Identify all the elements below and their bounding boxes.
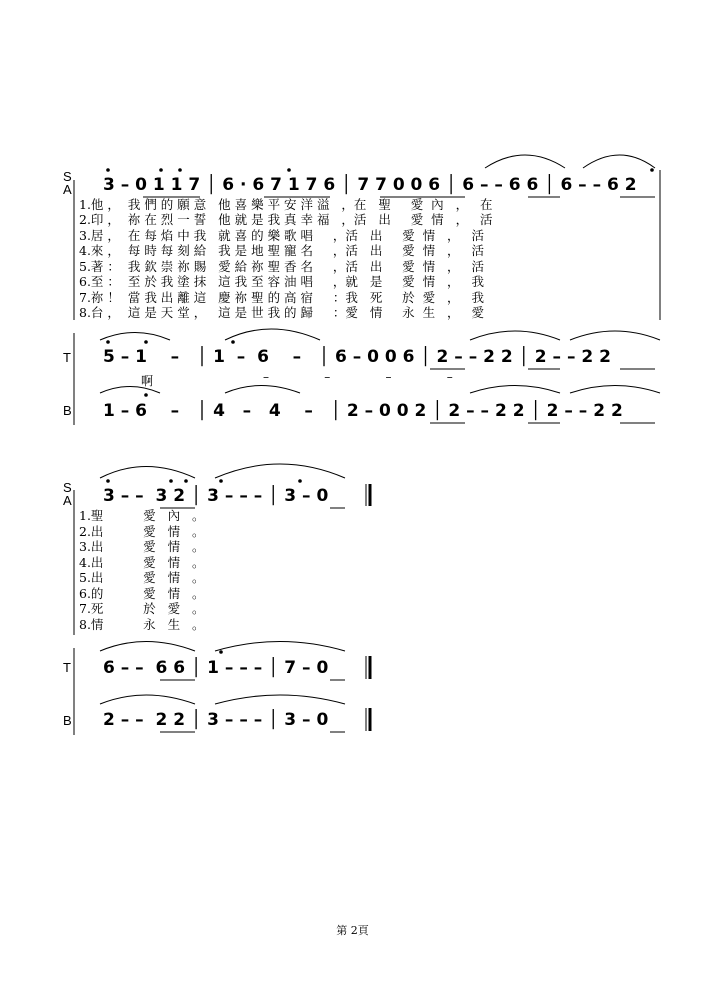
slur — [225, 386, 300, 394]
verse-line: 3.居 ， 在 每 焰 中 我 就 喜 的 樂 歌 唱 ，活 出 愛 情 ， 活 — [79, 228, 484, 243]
verse-line: 2.出 愛 情 。 — [79, 524, 205, 539]
slur — [225, 329, 320, 340]
part-label-b: B — [63, 403, 72, 418]
octave-dot — [169, 479, 173, 483]
verse-line: 6.的 愛 情 。 — [79, 586, 205, 601]
verse-line: 5.著 ： 我 欽 崇 祢 賜 愛 給 祢 聖 香 名 ，活 出 愛 情 ， 活 — [79, 259, 484, 274]
part-label-b: B — [63, 713, 72, 728]
verse-line: 2.印 ， 祢 在 烈 一 誓 他 就 是 我 真 幸 福 ，活 出 愛 情 ， 活 — [79, 212, 493, 227]
sa-notes-line-1: 3 – 0 1 1 7 │ 6 · 6 7 1 7 6 │ 7 7 0 0 6 │ 6 – – 6 6 │ 6 – – 6 2 — [103, 175, 637, 195]
part-label-t: T — [63, 350, 71, 365]
tenor-notes-line-1: 5 – 1 – │ 1 – 6 – │ 6 – 0 0 6 │ 2 – – 2 2 │ 2 – – 2 2 — [103, 347, 611, 367]
verse-line: 5.出 愛 情 。 — [79, 570, 205, 585]
octave-dot — [298, 479, 302, 483]
octave-dot — [106, 340, 110, 344]
verse-line: 1.他 ， 我 們 的 願 意 他 喜 樂 平 安 洋 溢 ，在 聖 愛 內 ， 在 — [79, 197, 493, 212]
slur — [215, 642, 345, 652]
sa-notes-line-2: 3 – – 3 2 │ 3 – – – │ 3 – 0 — [103, 486, 329, 506]
verse-line: 8.台 ， 這 是 天 堂 ， 這 是 世 我 的 歸 ：愛 情 永 生 ， 愛 — [79, 305, 484, 320]
octave-dot — [231, 340, 235, 344]
octave-dot — [184, 479, 188, 483]
part-label-a: A — [63, 493, 72, 508]
octave-dot — [219, 650, 223, 654]
slur — [570, 331, 660, 340]
slur — [215, 464, 345, 478]
slur — [100, 467, 195, 479]
octave-dot — [219, 479, 223, 483]
verse-line: 4.來 ， 每 時 每 刻 給 我 是 地 聖 寵 名 ，活 出 愛 情 ， 活 — [79, 243, 484, 258]
tenor-lyric-a: 啊 — [141, 374, 154, 388]
tenor-lyric-dashes: – – – – — [263, 370, 461, 384]
verse-line: 7.祢 ！ 當 我 出 離 這 慶 祢 聖 的 高 宿 ：我 死 於 愛 ， 我 — [79, 290, 484, 305]
part-label-s: S — [63, 169, 72, 184]
slur — [570, 386, 660, 394]
slur — [470, 386, 560, 394]
verse-line: 6.至 ： 至 於 我 塗 抹 這 我 至 容 油 唱 ，就 是 愛 情 ， 我 — [79, 274, 484, 289]
slur — [100, 333, 170, 341]
part-label-a: A — [63, 182, 72, 197]
slur — [215, 695, 345, 704]
slur — [100, 695, 195, 704]
octave-dot — [178, 168, 182, 172]
page-number: 第 2頁 — [336, 924, 369, 937]
slur — [100, 642, 195, 652]
octave-dot — [159, 168, 163, 172]
octave-dot — [144, 393, 148, 397]
verse-line: 4.出 愛 情 。 — [79, 555, 205, 570]
verse-line: 8.情 永 生 。 — [79, 617, 205, 632]
octave-dot — [287, 168, 291, 172]
part-label-s: S — [63, 480, 72, 495]
bass-notes-line-2: 2 – – 2 2 │ 3 – – – │ 3 – 0 — [103, 710, 329, 730]
octave-dot — [106, 479, 110, 483]
slur — [470, 331, 560, 340]
part-label-t: T — [63, 660, 71, 675]
slur — [485, 155, 565, 168]
verse-line: 7.死 於 愛 。 — [79, 601, 205, 616]
octave-dot — [144, 340, 148, 344]
bass-notes-line-1: 1 – 6 – │ 4 – 4 – │ 2 – 0 0 2 │ 2 – – 2 2 │ 2 – – 2 2 — [103, 401, 623, 421]
slur — [100, 387, 160, 394]
verse-line: 3.出 愛 情 。 — [79, 539, 205, 554]
verse-line: 1.聖 愛 內 。 — [79, 508, 205, 523]
slur — [583, 155, 655, 168]
octave-dot — [650, 168, 654, 172]
tenor-notes-line-2: 6 – – 6 6 │ 1 – – – │ 7 – 0 — [103, 658, 329, 678]
octave-dot — [106, 168, 110, 172]
